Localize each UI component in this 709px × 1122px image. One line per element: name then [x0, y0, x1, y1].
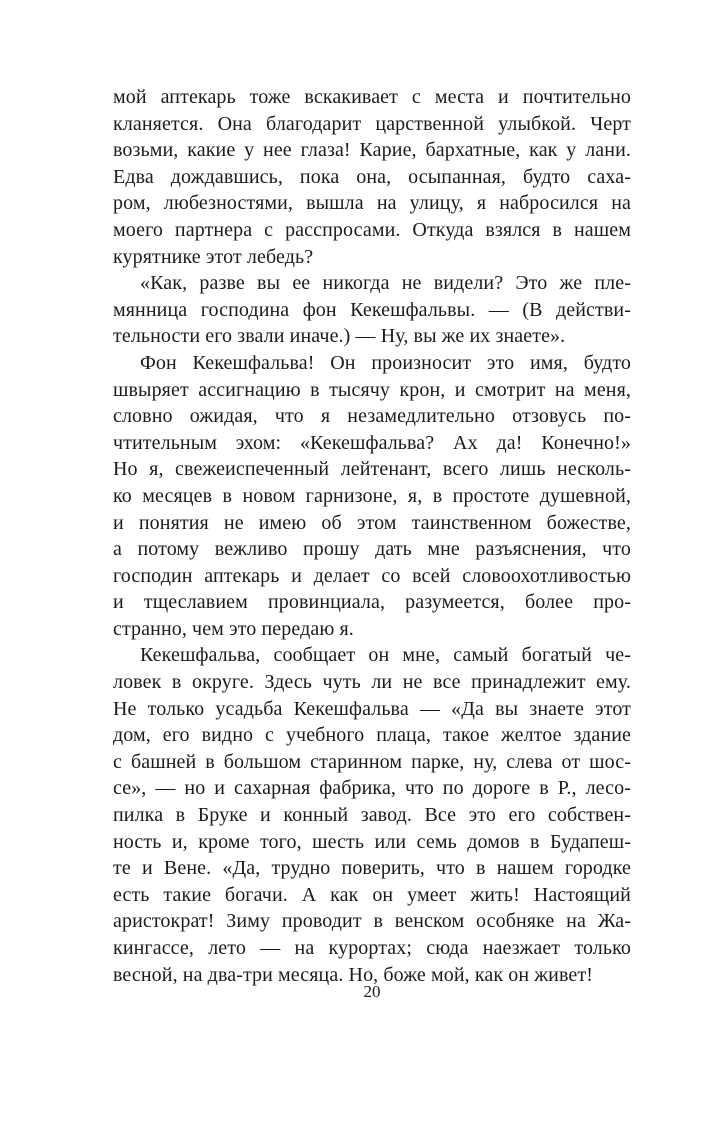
text-line: се», — но и сахарная фабрика, что по дороге в Р., лесо- — [113, 777, 631, 800]
text-line: кланяется. Она благодарит царственной улыбкой. Черт — [113, 112, 631, 135]
text-line: весной, на два-три месяца. Но, боже мой, как он живет! — [113, 963, 593, 986]
text-line: господин аптекарь и делает со всей словоохотливостью — [113, 564, 631, 587]
text-line: и тщеславием провинциала, разумеется, более про- — [113, 591, 631, 614]
text-line: Не только усадьба Кекешфальва — «Да вы знаете этот — [113, 697, 631, 720]
text-line: ность и, кроме того, шесть или семь домов в Будапеш- — [113, 830, 631, 853]
text-line: дом, его видно с учебного плаца, такое желтое здание — [113, 724, 631, 747]
text-line: Едва дождавшись, пока она, осыпанная, будто саха- — [113, 165, 631, 188]
text-line: ко месяцев в новом гарнизоне, я, в простоте душевной, — [113, 484, 631, 507]
paragraph — [113, 642, 631, 988]
text-line: возьми, какие у нее глаза! Карие, бархатные, как у лани. — [113, 139, 631, 162]
text-line: странно, чем это передаю я. — [113, 617, 354, 640]
text-line: ром, любезностями, вышла на улицу, я набросился на — [113, 192, 631, 215]
text-line: мянница господина фон Кекешфальвы. — (В действи- — [113, 298, 631, 321]
text-line: курятнике этот лебедь? — [113, 245, 314, 268]
text-line: и понятия не имею об этом таинственном божестве, — [113, 511, 631, 534]
text-line: ловек в округе. Здесь чуть ли не все принадлежит ему. — [113, 671, 631, 694]
text-line: есть такие богачи. А как он умеет жить! Настоящий — [113, 883, 631, 906]
page-text — [113, 84, 631, 988]
text-line: словно ожидая, что я незамедлительно отзовусь по- — [113, 405, 631, 428]
text-line: а потому вежливо прошу дать мне разъяснения, что — [113, 538, 631, 561]
page-number: 20 — [363, 982, 381, 1001]
text-line: пилка в Бруке и конный завод. Все это его собствен- — [113, 804, 631, 827]
paragraph — [113, 84, 631, 270]
text-line: те и Вене. «Да, трудно поверить, что в нашем городке — [113, 857, 631, 880]
text-line: мой аптекарь тоже вскакивает с места и почтительно — [113, 86, 631, 108]
text-line: тельности его звали иначе.) — Ну, вы же их знаете». — [113, 325, 566, 348]
text-line: Фон Кекешфальва! Он произносит это имя, будто — [140, 351, 631, 374]
text-line: моего партнера с расспросами. Откуда взялся в нашем — [113, 218, 631, 241]
text-line: кингассе, лето — на курортах; сюда наезжает только — [113, 937, 631, 959]
text-line: «Как, разве вы ее никогда не видели? Это же пле- — [140, 272, 631, 295]
text-line: с башней в большом старинном парке, ну, слева от шос- — [113, 750, 631, 773]
paragraph — [113, 270, 631, 350]
paragraph — [113, 350, 631, 643]
text-line: Кекешфальва, сообщает он мне, самый богатый че- — [140, 644, 631, 667]
text-line: аристократ! Зиму проводит в венском особняке на Жа- — [113, 910, 631, 933]
text-line: Но я, свежеиспеченный лейтенант, всего лишь несколь- — [113, 458, 631, 481]
text-line: швыряет ассигнацию в тысячу крон, и смотрит на меня, — [113, 378, 631, 401]
text-line: чтительным эхом: «Кекешфальва? Ах да! Конечно!» — [113, 431, 631, 454]
